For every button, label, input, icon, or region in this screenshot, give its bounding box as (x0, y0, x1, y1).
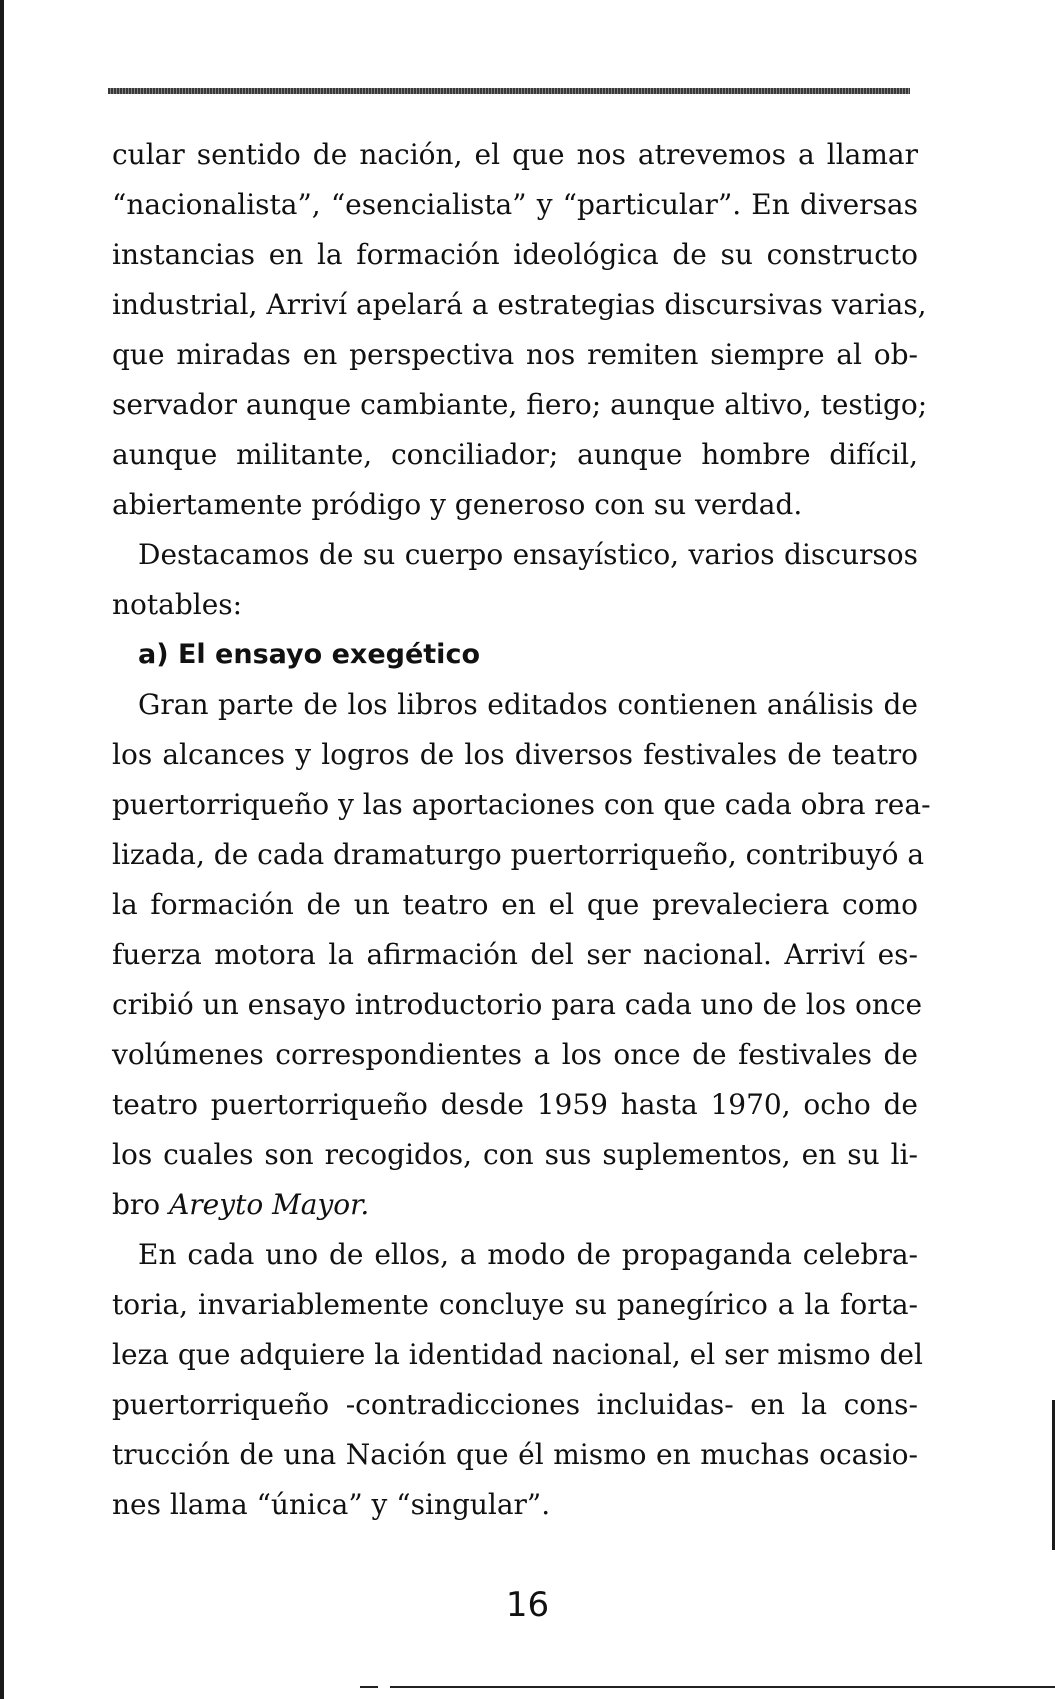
text-line: servador aunque cambiante, fiero; aunque altivo, testigo; (112, 388, 928, 421)
page-body (112, 130, 931, 1530)
text-line: que miradas en perspectiva nos remiten siempre al ob- (112, 338, 918, 371)
text-line: aunque militante, conciliador; aunque hombre difícil, (112, 438, 918, 471)
page-edge-left (0, 0, 4, 1699)
text-line: toria, invariablemente concluye su panegírico a la forta- (112, 1288, 918, 1321)
text-line: volúmenes correspondientes a los once de festivales de (112, 1038, 918, 1071)
text-line: puertorriqueño -contradicciones incluidas- en la cons- (112, 1388, 918, 1421)
footer-rule-dash (360, 1686, 378, 1688)
text-line: teatro puertorriqueño desde 1959 hasta 1970, ocho de (112, 1088, 918, 1121)
header-rule (108, 88, 910, 94)
text-line: leza que adquiere la identidad nacional, el ser mismo del (112, 1338, 923, 1371)
text-line: instancias en la formación ideológica de su constructo (112, 238, 918, 271)
text-line: notables: (112, 588, 243, 621)
text-line-with-title (112, 1180, 918, 1230)
text-line: Gran parte de los libros editados contienen análisis de (138, 688, 918, 721)
text-line: En cada uno de ellos, a modo de propaganda celebra- (138, 1238, 918, 1271)
text-line: trucción de una Nación que él mismo en muchas ocasio- (112, 1438, 918, 1471)
text-line: lizada, de cada dramaturgo puertorriqueño, contribuyó a (112, 838, 925, 871)
text-line: los cuales son recogidos, con sus suplementos, en su li- (112, 1138, 918, 1171)
text-line: fuerza motora la afirmación del ser nacional. Arriví es- (112, 938, 918, 971)
text-line: los alcances y logros de los diversos festivales de teatro (112, 738, 918, 771)
text-line: la formación de un teatro en el que prevaleciera como (112, 888, 918, 921)
footer-rule (390, 1686, 1055, 1688)
text-line: puertorriqueño y las aportaciones con que cada obra rea- (112, 788, 931, 821)
text-line: Destacamos de su cuerpo ensayístico, varios discursos (138, 538, 918, 571)
paragraph-3 (112, 680, 931, 1230)
text-line: abiertamente pródigo y generoso con su verdad. (112, 488, 803, 521)
text-line: “nacionalista”, “esencialista” y “particular”. En diversas (112, 188, 918, 221)
text-line: industrial, Arriví apelará a estrategias discursivas varias, (112, 288, 927, 321)
paragraph-4 (112, 1230, 923, 1530)
text-line: cribió un ensayo introductorio para cada uno de los once (112, 988, 923, 1021)
section-heading: a) El ensayo exegético (138, 639, 480, 670)
text-fragment: bro (112, 1188, 170, 1221)
text-line: nes llama “única” y “singular”. (112, 1488, 551, 1521)
page-number: 16 (505, 1585, 550, 1625)
text-line: cular sentido de nación, el que nos atrevemos a llamar (112, 138, 918, 171)
paragraph-1 (112, 130, 928, 530)
paragraph-2 (112, 530, 918, 630)
book-title: Areyto Mayor. (169, 1188, 370, 1221)
